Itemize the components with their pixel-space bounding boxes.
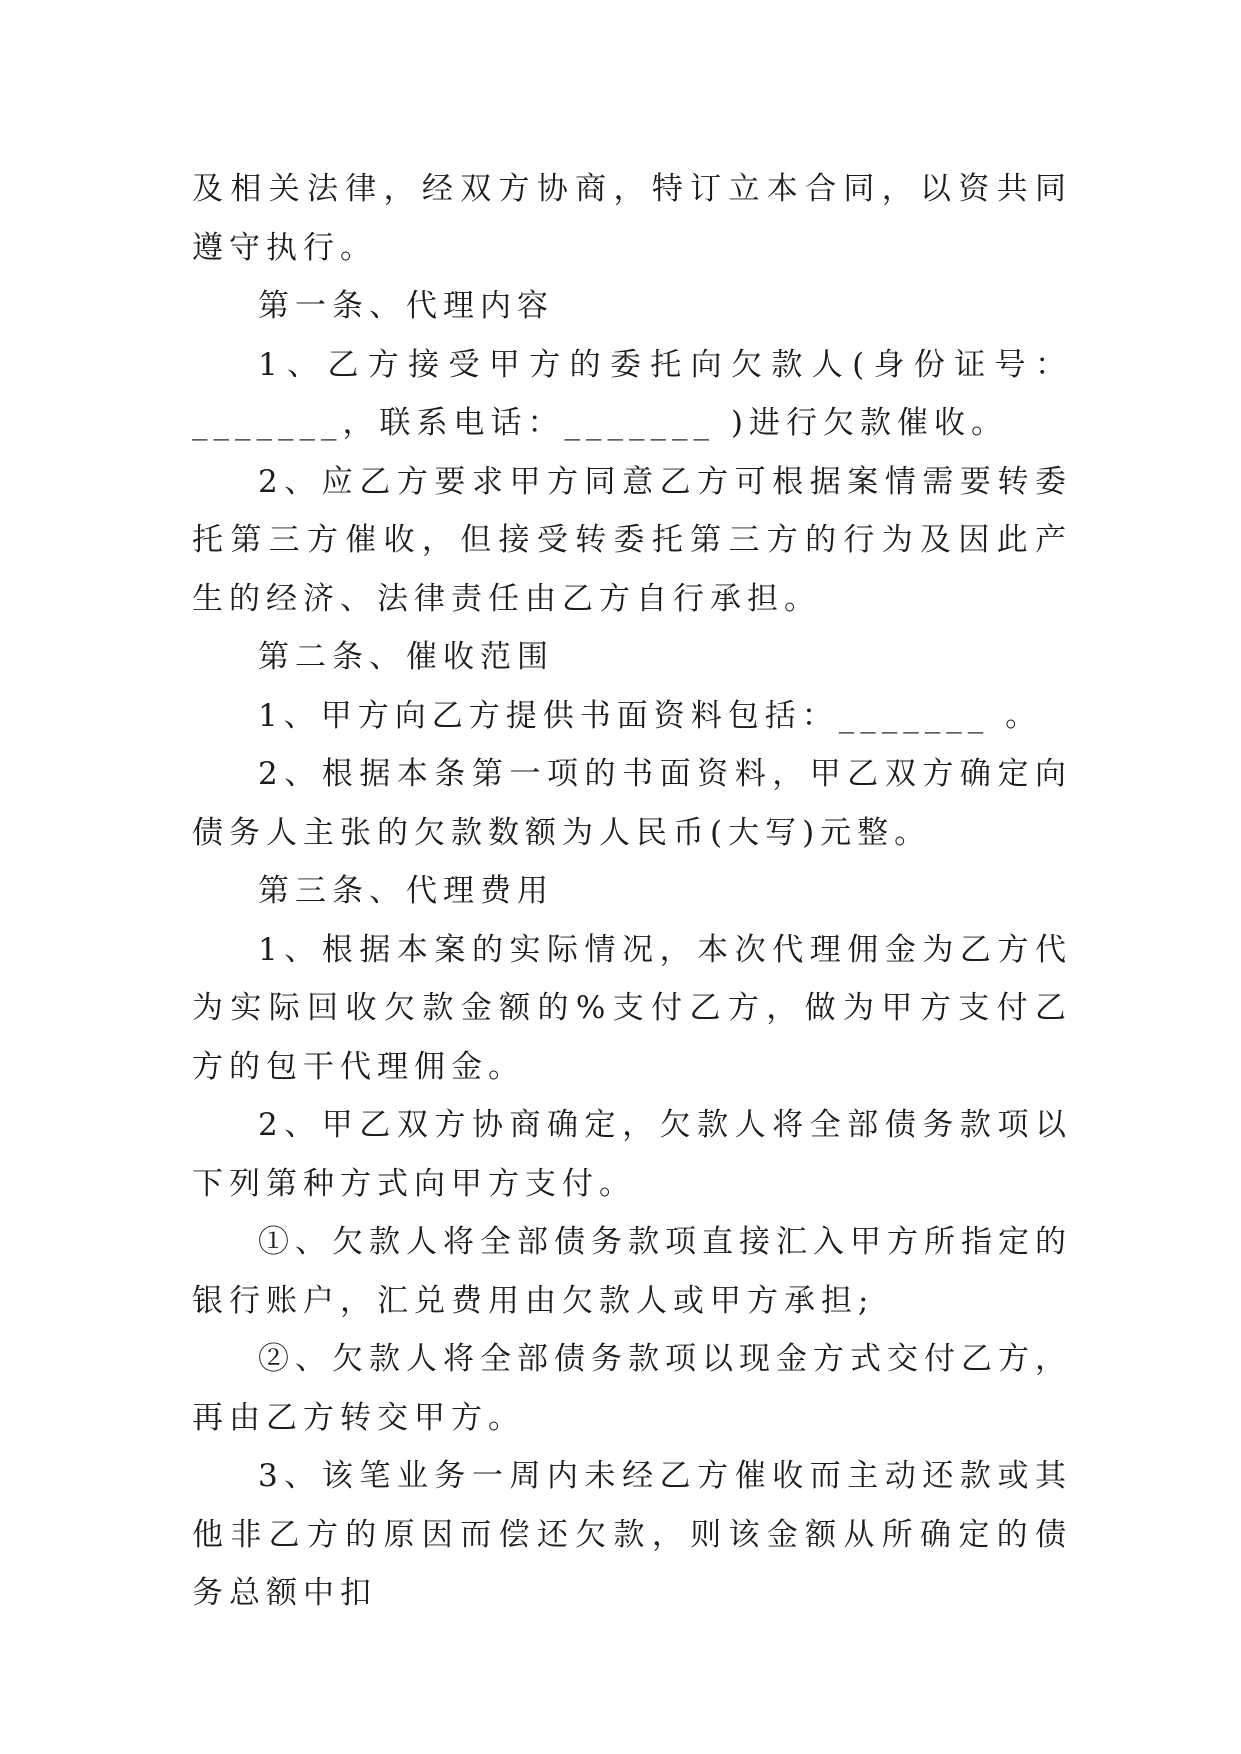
article-3-clause-1: 1、根据本案的实际情况，本次代理佣金为乙方代为实际回收欠款金额的%支付乙方，做为甲方支付乙方的包干代理佣金。 [192,931,1072,1085]
article-1-clause-2: 2、应乙方要求甲方同意乙方可根据案情需要转委托第三方催收，但接受转委托第三方的行为及因此产生的经济、法律责任由乙方自行承担。 [192,463,1072,617]
article-3-option-1: ①、欠款人将全部债务款项直接汇入甲方所指定的银行账户，汇兑费用由欠款人或甲方承担; [192,1224,1072,1319]
article-3-clause-3: 3、该笔业务一周内未经乙方催收而主动还款或其他非乙方的原因而偿还欠款，则该金额从所确定的债务总额中扣 [192,1458,1072,1611]
article-3-clause-2: 2、甲乙双方协商确定，欠款人将全部债务款项以下列第种方式向甲方支付。 [192,1107,1072,1202]
article-3-option-2: ②、欠款人将全部债务款项以现金方式交付乙方，再由乙方转交甲方。 [192,1341,1072,1436]
article-3-heading: 第三条、代理费用 [258,873,554,909]
article-2-heading: 第二条、催收范围 [258,639,554,675]
article-1-clause-1: 1、乙方接受甲方的委托向欠款人(身份证号：_______，联系电话：_______ )进行欠款催收。 [192,346,1072,441]
article-2-clause-1: 1、甲方向乙方提供书面资料包括：_______ 。 [258,697,1043,734]
article-1-heading: 第一条、代理内容 [258,288,554,324]
article-2-clause-2: 2、根据本条第一项的书面资料，甲乙双方确定向债务人主张的欠款数额为人民币(大写)元整。 [192,756,1072,851]
paragraph-preamble-continuation: 及相关法律，经双方协商，特订立本合同，以资共同遵守执行。 [192,171,1072,266]
contract-body [192,160,1072,1623]
